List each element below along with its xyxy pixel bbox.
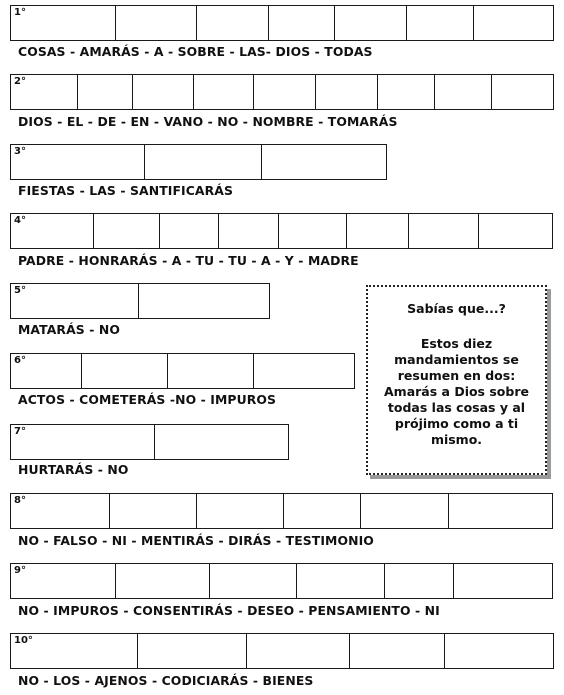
answer-box[interactable] — [279, 213, 347, 249]
answer-box[interactable] — [445, 633, 554, 669]
answer-box[interactable] — [82, 353, 168, 389]
answer-row-10 — [10, 633, 554, 669]
answer-box[interactable] — [254, 74, 316, 110]
commandment-number: 9° — [14, 565, 26, 576]
scrambled-words: FIESTAS - LAS - SANTIFICARÁS — [18, 183, 233, 198]
answer-box[interactable] — [10, 633, 138, 669]
scrambled-words: NO - LOS - AJENOS - CODICIARÁS - BIENES — [18, 673, 314, 688]
answer-box[interactable] — [210, 563, 297, 599]
answer-box[interactable] — [116, 563, 210, 599]
scrambled-words: HURTARÁS - NO — [18, 462, 129, 477]
commandment-number: 1° — [14, 7, 26, 18]
answer-box[interactable] — [110, 493, 197, 529]
note-title: Sabías que...? — [407, 301, 506, 316]
answer-row-6 — [10, 353, 355, 389]
answer-box[interactable] — [10, 144, 145, 180]
answer-box[interactable] — [78, 74, 133, 110]
answer-box[interactable] — [138, 633, 247, 669]
scrambled-words: NO - IMPUROS - CONSENTIRÁS - DESEO - PENSAMIENTO - NI — [18, 603, 440, 618]
commandment-number: 2° — [14, 76, 26, 87]
answer-row-9 — [10, 563, 553, 599]
commandment-number: 4° — [14, 215, 26, 226]
answer-row-7 — [10, 424, 289, 460]
note-body: Estos diez mandamientos se resumen en dos: Amarás a Dios sobre todas las cosas y al prójimo como a ti mismo. — [384, 336, 529, 447]
answer-box[interactable] — [10, 353, 82, 389]
answer-box[interactable] — [316, 74, 378, 110]
answer-box[interactable] — [407, 5, 474, 41]
answer-row-5 — [10, 283, 270, 319]
answer-box[interactable] — [133, 74, 194, 110]
answer-box[interactable] — [284, 493, 361, 529]
answer-box[interactable] — [297, 563, 385, 599]
answer-box[interactable] — [361, 493, 449, 529]
answer-box[interactable] — [145, 144, 262, 180]
answer-box[interactable] — [10, 283, 139, 319]
answer-box[interactable] — [219, 213, 279, 249]
commandment-number: 10° — [14, 635, 33, 646]
scrambled-words: COSAS - AMARÁS - A - SOBRE - LAS- DIOS - TODAS — [18, 44, 373, 59]
answer-row-2 — [10, 74, 554, 110]
answer-box[interactable] — [474, 5, 554, 41]
answer-box[interactable] — [155, 424, 289, 460]
answer-box[interactable] — [10, 424, 155, 460]
answer-box[interactable] — [10, 213, 94, 249]
answer-box[interactable] — [197, 5, 269, 41]
answer-box[interactable] — [435, 74, 492, 110]
answer-box[interactable] — [350, 633, 445, 669]
answer-box[interactable] — [197, 493, 284, 529]
answer-box[interactable] — [10, 5, 116, 41]
answer-row-1 — [10, 5, 554, 41]
answer-box[interactable] — [262, 144, 387, 180]
commandment-number: 8° — [14, 495, 26, 506]
scrambled-words: MATARÁS - NO — [18, 322, 120, 337]
commandment-number: 3° — [14, 146, 26, 157]
scrambled-words: PADRE - HONRARÁS - A - TU - TU - A - Y - MADRE — [18, 253, 359, 268]
answer-box[interactable] — [347, 213, 409, 249]
answer-box[interactable] — [194, 74, 254, 110]
commandment-number: 6° — [14, 355, 26, 366]
answer-box[interactable] — [335, 5, 407, 41]
answer-box[interactable] — [492, 74, 554, 110]
answer-box[interactable] — [385, 563, 454, 599]
answer-box[interactable] — [160, 213, 219, 249]
answer-box[interactable] — [139, 283, 270, 319]
answer-box[interactable] — [254, 353, 355, 389]
answer-box[interactable] — [247, 633, 350, 669]
scrambled-words: ACTOS - COMETERÁS -NO - IMPUROS — [18, 392, 277, 407]
scrambled-words: DIOS - EL - DE - EN - VANO - NO - NOMBRE - TOMARÁS — [18, 114, 398, 129]
answer-box[interactable] — [479, 213, 553, 249]
answer-box[interactable] — [378, 74, 435, 110]
answer-box[interactable] — [409, 213, 479, 249]
answer-row-8 — [10, 493, 553, 529]
answer-box[interactable] — [10, 74, 78, 110]
answer-box[interactable] — [168, 353, 254, 389]
answer-box[interactable] — [10, 563, 116, 599]
commandment-number: 7° — [14, 426, 26, 437]
did-you-know-box — [366, 285, 547, 475]
answer-box[interactable] — [449, 493, 553, 529]
answer-box[interactable] — [116, 5, 197, 41]
answer-box[interactable] — [10, 493, 110, 529]
answer-box[interactable] — [269, 5, 335, 41]
answer-box[interactable] — [94, 213, 160, 249]
answer-row-4 — [10, 213, 553, 249]
scrambled-words: NO - FALSO - NI - MENTIRÁS - DIRÁS - TESTIMONIO — [18, 533, 374, 548]
answer-row-3 — [10, 144, 387, 180]
answer-box[interactable] — [454, 563, 553, 599]
commandment-number: 5° — [14, 285, 26, 296]
